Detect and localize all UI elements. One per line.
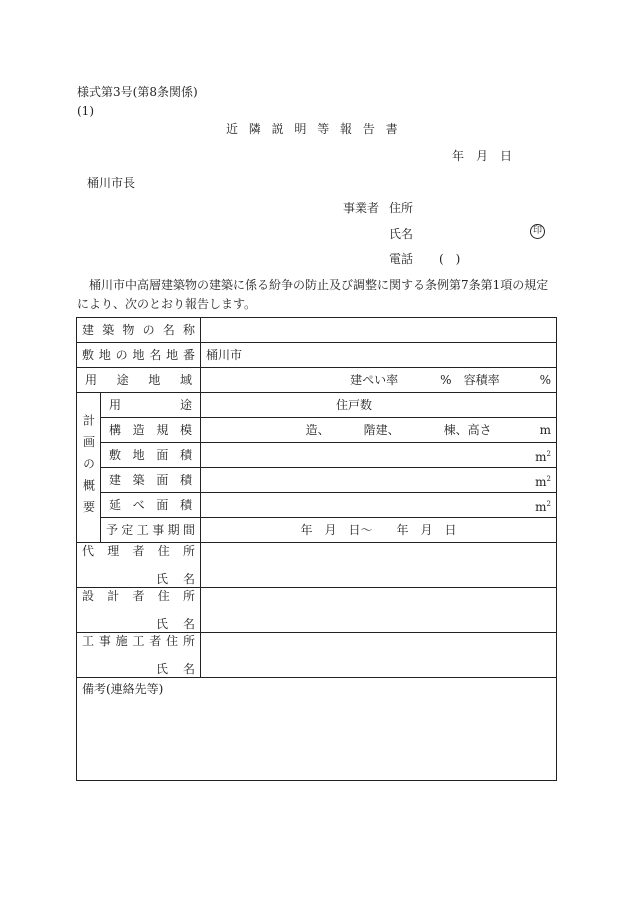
site-area-label: 敷地面積 <box>101 443 201 468</box>
designer-label: 設計者住所 <box>82 589 196 603</box>
far-label: 容積率 <box>463 373 500 387</box>
schedule-value: 年 月 日〜 年 月 日 <box>300 523 457 537</box>
notes-label: 備考(連絡先等) <box>82 682 164 696</box>
building-name-field[interactable] <box>201 318 557 343</box>
plan-overview-label: 計画の概要 <box>77 393 101 543</box>
sub-number: (1) <box>77 104 94 118</box>
business-label: 事業者 <box>343 201 380 215</box>
structure-field[interactable] <box>201 418 557 443</box>
table-row <box>77 368 557 393</box>
site-label: 敷地の地名地番 <box>77 343 201 368</box>
body-text: 桶川市中高層建築物の建築に係る紛争の防止及び調整に関する条例第7条第1項の規定により、次のとおり報告します。 <box>77 278 549 311</box>
structure-ridge: 棟、高さ <box>443 423 492 437</box>
addressee: 桶川市長 <box>87 176 136 190</box>
zoning-field[interactable] <box>201 368 557 393</box>
floor-area-label: 延べ面積 <box>101 493 201 518</box>
zoning-label: 用途地域 <box>77 368 201 393</box>
table-row <box>77 518 557 543</box>
table-row <box>77 588 557 633</box>
designer-field[interactable] <box>201 588 557 633</box>
schedule-label: 予定工事期間 <box>101 518 201 543</box>
building-area-field[interactable]: $m^2$ <box>201 468 557 493</box>
table-row <box>77 678 557 781</box>
table-row <box>77 633 557 678</box>
unit-m: m <box>539 423 551 437</box>
contractor-field[interactable] <box>201 633 557 678</box>
contractor-label: 工事施工者住所 <box>82 634 196 648</box>
agent-name-label: 氏名 <box>156 572 196 586</box>
table-row <box>77 393 557 418</box>
floor-area-field[interactable]: $m^2$ <box>201 493 557 518</box>
building-name-label: 建築物の名称 <box>77 318 201 343</box>
table-row <box>77 443 557 468</box>
site-field[interactable] <box>201 343 557 368</box>
report-table <box>76 317 557 781</box>
notes-field[interactable] <box>77 678 557 781</box>
contractor-name-label: 氏名 <box>156 662 196 676</box>
structure-zou: 造、 <box>305 423 330 437</box>
building-area-label: 建築面積 <box>101 468 201 493</box>
coverage-percent: % <box>440 373 452 387</box>
structure-floors: 階建、 <box>363 423 400 437</box>
coverage-label: 建ぺい率 <box>350 373 399 387</box>
table-row <box>77 543 557 588</box>
agent-label-cell <box>77 543 201 588</box>
table-row <box>77 318 557 343</box>
schedule-field[interactable] <box>201 518 557 543</box>
table-row <box>77 468 557 493</box>
structure-label: 構造規模 <box>101 418 201 443</box>
agent-label: 代理者住所 <box>82 544 196 558</box>
document-title: 近隣説明等報告書 <box>226 122 409 136</box>
table-row <box>77 343 557 368</box>
address-label: 住所 <box>389 201 414 215</box>
contractor-label-cell <box>77 633 201 678</box>
use-label: 用途 <box>101 393 201 418</box>
agent-field[interactable] <box>201 543 557 588</box>
table-row <box>77 493 557 518</box>
far-percent: % <box>539 373 551 387</box>
date-line: 年 月 日 <box>452 149 513 163</box>
use-field[interactable] <box>201 393 557 418</box>
designer-label-cell <box>77 588 201 633</box>
site-area-field[interactable]: $m^2$ <box>201 443 557 468</box>
tel-label: 電話 <box>389 252 414 266</box>
table-row <box>77 418 557 443</box>
name-label: 氏名 <box>389 227 414 241</box>
site-value: 桶川市 <box>206 348 243 362</box>
seal-icon: 印 <box>530 224 545 239</box>
form-number: 様式第3号(第8条関係) <box>77 85 198 99</box>
units-label: 住戸数 <box>336 398 373 412</box>
tel-paren: ( ) <box>439 252 461 266</box>
designer-name-label: 氏名 <box>156 617 196 631</box>
